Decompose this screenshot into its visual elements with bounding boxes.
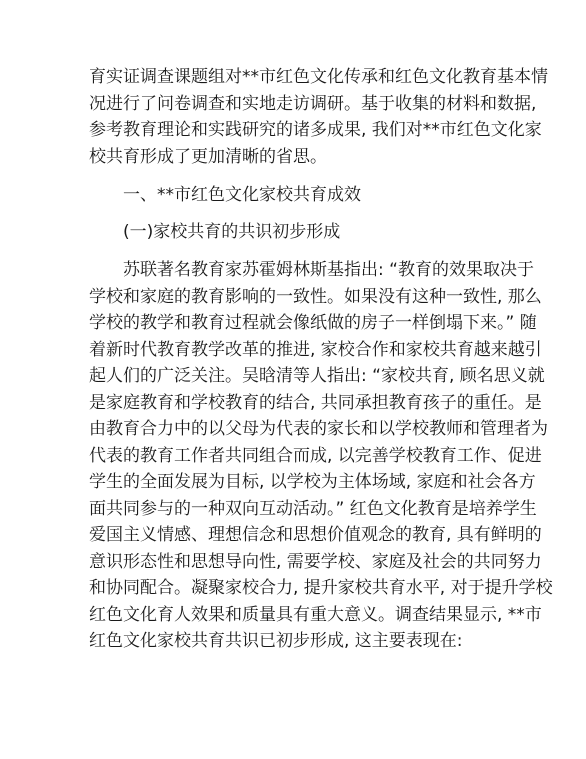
paragraph-line: 起人们的广泛关注。吴晗清等人指出: “家校共育, 顾名思义就	[89, 366, 545, 386]
paragraph-line: 学校和家庭的教育影响的一致性。如果没有这种一致性, 那么	[89, 286, 542, 307]
paragraph-line: 红色文化家校共育共识已初步形成, 这主要表现在:	[89, 631, 463, 651]
paragraph-line: 学生的全面发展为目标, 以学校为主体场域, 家庭和社会各方	[89, 472, 536, 492]
paragraph-line: 和协同配合。凝聚家校合力, 提升家校共育水平, 对于提升学校	[89, 578, 553, 598]
paragraph-line: 育实证调查课题组对**市红色文化传承和红色文化教育基本情	[89, 67, 548, 87]
intro-paragraph	[89, 64, 548, 170]
paragraph-line: 学校的教学和教育过程就会像纸做的房子一样倒塌下来。” 随	[89, 313, 537, 333]
paragraph-line: 面共同参与的一种双向互动活动。” 红色文化教育是培养学生	[89, 498, 537, 519]
paragraph-line: 红色文化育人效果和质量具有重大意义。调查结果显示, **市	[89, 604, 542, 625]
paragraph-line: 苏联著名教育家苏霍姆林斯基指出: “教育的效果取决于	[123, 260, 534, 280]
document-body	[89, 64, 553, 655]
section-heading: 一、**市红色文化家校共育成效	[123, 185, 361, 205]
paragraph-line: 是家庭教育和学校教育的结合, 共同承担教育孩子的重任。是	[89, 392, 542, 413]
paragraph-line: 意识形态性和思想导向性, 需要学校、家庭及社会的共同努力	[89, 551, 542, 572]
paragraph-line: 校共育形成了更加清晰的省思。	[89, 146, 327, 167]
body-paragraph	[89, 257, 553, 655]
paragraph-line: 代表的教育工作者共同组合而成, 以完善学校教育工作、促进	[89, 445, 542, 466]
subsection-heading: (一)家校共育的共识初步形成	[123, 221, 341, 242]
paragraph-line: 爱国主义情感、理想信念和思想价值观念的教育, 具有鲜明的	[89, 525, 542, 545]
paragraph-line: 着新时代教育教学改革的推进, 家校合作和家校共育越来越引	[89, 339, 542, 360]
paragraph-line: 况进行了问卷调查和实地走访调研。基于收集的材料和数据,	[89, 93, 537, 114]
paragraph-line: 由教育合力中的以父母为代表的家长和以学校教师和管理者为	[89, 419, 548, 439]
paragraph-line: 参考教育理论和实践研究的诸多成果, 我们对**市红色文化家	[89, 120, 542, 140]
